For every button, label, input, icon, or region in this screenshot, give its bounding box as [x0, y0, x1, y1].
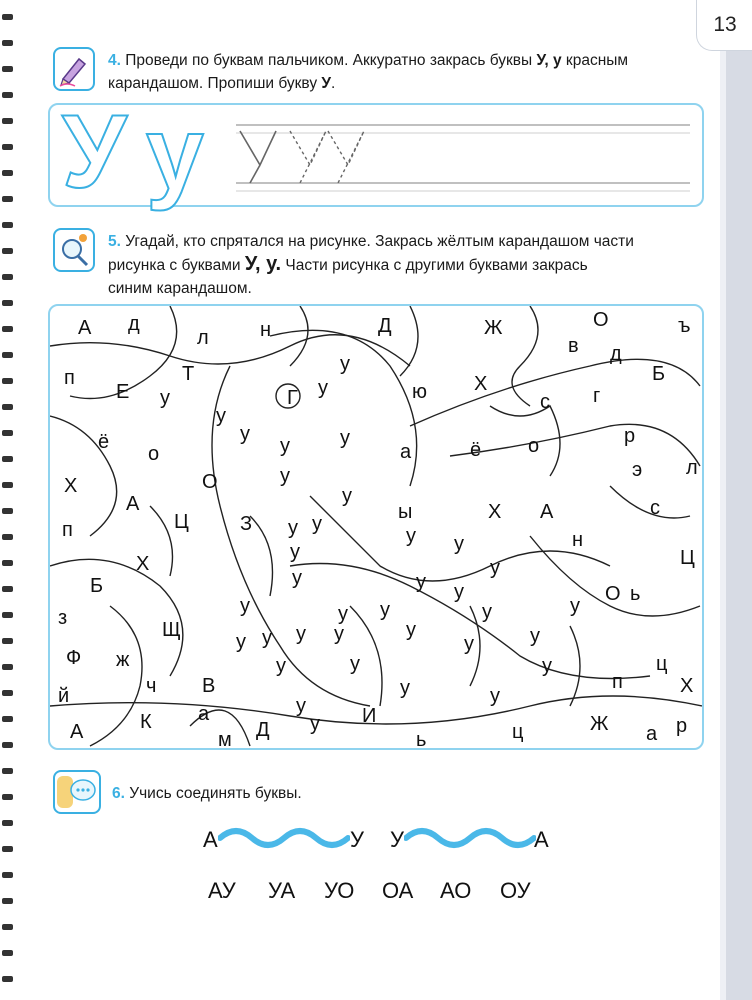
puzzle-letter: ё — [470, 439, 482, 461]
puzzle-letter: у — [280, 465, 290, 487]
syllable-1: АУ — [208, 878, 236, 903]
puzzle-letter: у — [340, 427, 350, 449]
puzzle-letter: ц — [656, 653, 668, 675]
puzzle-letter: Х — [136, 553, 150, 575]
puzzle-letter: у — [454, 533, 464, 555]
puzzle-letter: у — [290, 541, 300, 563]
puzzle-letter: у — [342, 485, 352, 507]
big-outline-lower: у — [146, 96, 204, 212]
puzzle-letter: Ж — [590, 713, 609, 735]
puzzle-letter: Д — [256, 719, 270, 741]
puzzle-letter: И — [362, 705, 377, 727]
task4-instruction — [108, 49, 708, 95]
task4-line2: карандашом. Пропиши букву — [108, 75, 318, 92]
puzzle-letter: Б — [90, 575, 104, 597]
puzzle-letter: у — [240, 595, 250, 617]
syllable-2: УА — [268, 878, 296, 903]
task6-instruction — [112, 782, 302, 805]
page-edge — [726, 0, 752, 1000]
puzzle-letter: у — [490, 685, 500, 707]
puzzle-letter: у — [318, 377, 328, 399]
puzzle-letter: у — [334, 623, 344, 645]
puzzle-letter: н — [260, 319, 272, 341]
page-number: 13 — [696, 0, 752, 51]
puzzle-letter: у — [406, 619, 416, 641]
puzzle-letter: ё — [98, 431, 110, 453]
puzzle-letter: А — [126, 493, 140, 515]
puzzle-letter: Ж — [484, 317, 503, 339]
puzzle-letter: А — [78, 317, 92, 339]
puzzle-letter: А — [70, 721, 84, 743]
puzzle-letter: м — [218, 729, 232, 750]
puzzle-letter: Д — [378, 315, 392, 337]
puzzle-letter: с — [650, 497, 660, 519]
task5-line2b: Части рисунка с другими буквами закрась — [285, 257, 588, 274]
puzzle-letter: В — [202, 675, 216, 697]
puzzle-letter: у — [276, 655, 286, 677]
puzzle-letter: о — [148, 443, 160, 465]
puzzle-letter: у — [296, 695, 306, 717]
puzzle-letter: ь — [416, 729, 427, 750]
puzzle-letter: ъ — [678, 315, 691, 337]
puzzle-letter: Ц — [680, 547, 695, 569]
puzzle-letter: п — [62, 519, 73, 541]
syllable-3: УО — [324, 878, 355, 903]
puzzle-letter: п — [64, 367, 75, 389]
magnifier-icon — [53, 228, 95, 272]
puzzle-letter: л — [686, 457, 698, 479]
puzzle-letter: А — [540, 501, 554, 523]
puzzle-letter: п — [612, 671, 623, 693]
task4-number: 4. — [108, 52, 121, 69]
puzzle-letter: г — [593, 385, 601, 407]
pair1-wave — [218, 822, 350, 852]
puzzle-letter: у — [160, 387, 170, 409]
syllable-4: ОА — [382, 878, 414, 903]
puzzle-letter: К — [140, 711, 152, 733]
pencil-icon — [53, 47, 95, 91]
puzzle-letter: у — [542, 655, 552, 677]
puzzle-letter: л — [197, 327, 209, 349]
puzzle-letter: у — [570, 595, 580, 617]
puzzle-letter: Х — [474, 373, 488, 395]
puzzle-letter: ю — [412, 381, 427, 403]
task5-bold-letters: У, у. — [244, 253, 282, 275]
puzzle-letter: д — [610, 343, 622, 365]
puzzle-letter: ь — [630, 583, 641, 605]
puzzle-letter: О — [202, 471, 218, 493]
puzzle-letter: з — [58, 607, 68, 629]
task4-bold-letters: У, у — [536, 52, 562, 69]
puzzle-letter: ж — [116, 649, 130, 671]
hidden-picture-puzzle — [48, 304, 704, 750]
puzzle-letter: а — [646, 723, 658, 745]
puzzle-letter: д — [128, 313, 140, 335]
puzzle-letter: О — [593, 309, 609, 331]
puzzle-letter: Х — [488, 501, 502, 523]
puzzle-letter: ц — [512, 721, 524, 743]
puzzle-letter: с — [540, 391, 550, 413]
task5-instruction — [108, 230, 708, 300]
letter-tracing-frame — [48, 94, 704, 212]
puzzle-letter: у — [490, 557, 500, 579]
puzzle-letter: в — [568, 335, 579, 357]
puzzle-letter: у — [280, 435, 290, 457]
task4-line1-end: красным — [565, 52, 629, 69]
puzzle-letter: й — [58, 685, 70, 707]
puzzle-letter: Е — [116, 381, 130, 403]
puzzle-letter: Щ — [162, 619, 181, 641]
pair2-wave — [404, 822, 536, 852]
task5-line3: синим карандашом. — [108, 280, 252, 297]
puzzle-letter: у — [482, 601, 492, 623]
puzzle-letter: Х — [680, 675, 694, 697]
syllable-6: ОУ — [500, 878, 531, 903]
task5-line1: Угадай, кто спрятался на рисунке. Закрась жёлтым карандашом части — [125, 233, 634, 250]
puzzle-letter: у — [380, 599, 390, 621]
puzzle-letter: З — [240, 513, 253, 535]
puzzle-letter: у — [236, 631, 246, 653]
puzzle-letter: О — [605, 583, 621, 605]
pair2-end-letter: А — [534, 827, 549, 852]
puzzle-letter: р — [676, 715, 688, 737]
puzzle-letter: у — [338, 603, 348, 625]
puzzle-letter: о — [528, 435, 540, 457]
puzzle-letter: у — [530, 625, 540, 647]
puzzle-letter: Б — [652, 363, 666, 385]
puzzle-letter: у — [464, 633, 474, 655]
puzzle-letter: э — [632, 459, 643, 481]
pair1-end-letter: У — [350, 827, 364, 852]
puzzle-letter: у — [312, 513, 322, 535]
puzzle-letter: у — [350, 653, 360, 675]
big-outline-upper: У — [62, 94, 127, 210]
puzzle-letter: а — [198, 703, 210, 725]
spiral-binding — [0, 0, 16, 1000]
puzzle-letter: Ф — [66, 647, 82, 669]
pair1-start-letter: А — [203, 827, 218, 852]
puzzle-letter: у — [216, 405, 226, 427]
speech-bubble-icon — [53, 770, 101, 814]
syllable-5: АО — [440, 878, 472, 903]
puzzle-letter: у — [416, 571, 426, 593]
puzzle-letter: у — [262, 627, 272, 649]
puzzle-letter: у — [340, 353, 350, 375]
puzzle-letter: у — [454, 581, 464, 603]
puzzle-letter: Х — [64, 475, 78, 497]
task4-line1: Проведи по буквам пальчиком. Аккуратно закрась буквы — [125, 52, 533, 69]
puzzle-letter: ы — [398, 501, 413, 523]
pair2-start-letter: У — [390, 827, 404, 852]
puzzle-letter: у — [400, 677, 410, 699]
task6-number: 6. — [112, 785, 125, 802]
puzzle-letter: у — [310, 713, 320, 735]
task5-line2a: рисунка с буквами — [108, 257, 241, 274]
task5-number: 5. — [108, 233, 121, 250]
task4-bold-letter: У — [321, 75, 332, 92]
puzzle-letter: р — [624, 425, 636, 447]
puzzle-letter: Т — [182, 363, 195, 385]
puzzle-letter: Г — [287, 387, 298, 409]
puzzle-letter: у — [288, 517, 298, 539]
task4-period: . — [331, 75, 336, 92]
puzzle-letter: ч — [146, 675, 157, 697]
puzzle-letter: у — [406, 525, 416, 547]
puzzle-letter: Ц — [174, 511, 189, 533]
puzzle-letter: у — [240, 423, 250, 445]
puzzle-letter: н — [572, 529, 584, 551]
task6-text: Учись соединять буквы. — [129, 785, 302, 802]
puzzle-letter: у — [292, 567, 302, 589]
puzzle-letter: у — [296, 623, 306, 645]
puzzle-letter: а — [400, 441, 412, 463]
